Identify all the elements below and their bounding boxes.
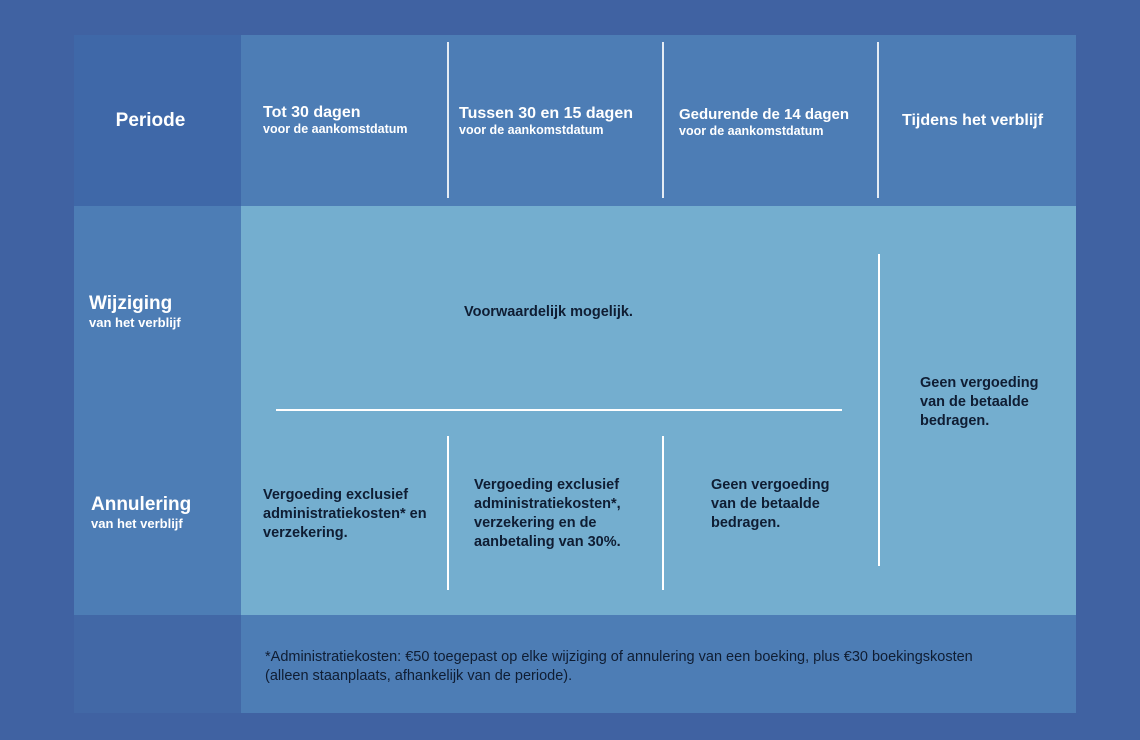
header-col-2-title: Tussen 30 en 15 dagen	[459, 105, 633, 122]
header-divider-1	[447, 42, 449, 198]
header-divider-3	[877, 42, 879, 198]
cancellation-cell-1: Vergoeding exclusief administratiekosten* en verzekering.	[263, 487, 427, 541]
cancellation-title: Annulering	[91, 494, 192, 515]
modification-row-label	[89, 293, 181, 330]
header-col-2	[459, 104, 633, 137]
body-divider-1	[447, 436, 449, 590]
modification-subtitle: van het verblijf	[89, 315, 181, 330]
header-col-4-title: Tijdens het verblijf	[902, 112, 1044, 129]
during-stay-value: Geen vergoeding van de betaalde bedragen.	[920, 375, 1039, 429]
body-divider-2	[662, 436, 664, 590]
header-divider-2	[662, 42, 664, 198]
period-label: Periode	[115, 110, 186, 131]
cancellation-cell-2: Vergoeding exclusief administratiekosten*, verzekering en de aanbetaling van 30%.	[474, 477, 621, 550]
cancellation-subtitle: van het verblijf	[91, 516, 183, 531]
header-col-1	[263, 103, 407, 136]
row-labels-panel	[74, 206, 241, 615]
row-separator	[276, 409, 842, 411]
header-col-4	[902, 111, 1043, 130]
modification-title: Wijziging	[89, 293, 173, 314]
header-col-1-subtitle: voor de aankomstdatum	[263, 122, 408, 136]
header-col-3-title: Gedurende de 14 dagen	[679, 106, 850, 123]
header-col-1-title: Tot 30 dagen	[263, 104, 361, 121]
header-col-2-subtitle: voor de aankomstdatum	[459, 123, 604, 137]
header-col-3-subtitle: voor de aankomstdatum	[679, 124, 824, 138]
body-divider-stay	[878, 254, 880, 566]
modification-value: Voorwaardelijk mogelijk.	[464, 304, 633, 320]
cancellation-cell-3: Geen vergoeding van de betaalde bedragen.	[711, 477, 830, 531]
cancellation-row-label	[91, 494, 191, 531]
footnote-text: *Administratiekosten: €50 toegepast op elke wijziging of annulering van een boeking, plus €30 boekingskosten (alleen staanplaats, afhankelijk van de periode).	[265, 649, 973, 684]
header-col-3	[679, 105, 849, 138]
footer-left-cell	[74, 615, 241, 713]
